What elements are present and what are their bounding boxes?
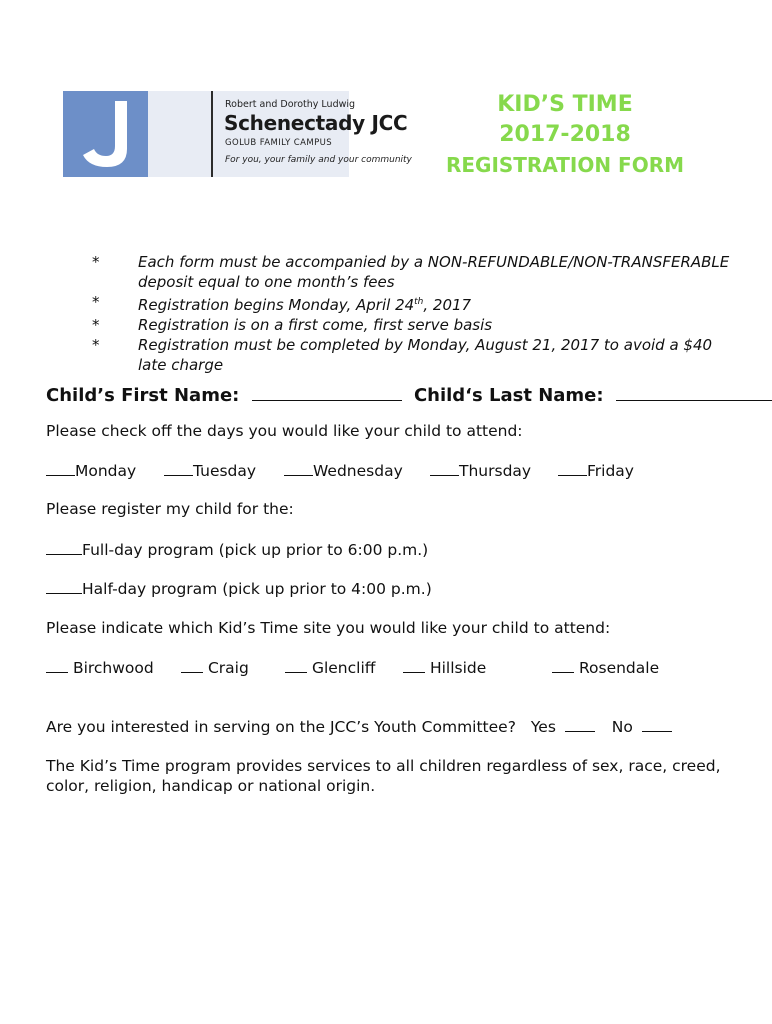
logo-line-3: GOLUB FAMILY CAMPUS (225, 138, 333, 148)
rule-text-post: , 2017 (423, 296, 472, 314)
nondiscrimination-line-1: The Kid’s Time program provides services to all children regardless of sex, race, creed, (46, 757, 721, 775)
bullet-star: * (92, 316, 100, 334)
site-checkbox[interactable] (181, 658, 203, 673)
jcc-logo (63, 91, 412, 177)
last-name-field[interactable] (616, 384, 772, 401)
day-option-wednesday[interactable] (284, 461, 403, 480)
half-day-option[interactable] (46, 579, 432, 598)
first-name-field[interactable] (252, 384, 402, 401)
form-title (430, 90, 700, 180)
day-checkbox[interactable] (430, 461, 459, 476)
days-row (46, 461, 746, 481)
day-option-thursday[interactable] (430, 461, 531, 480)
site-label: Glencliff (311, 659, 376, 677)
bullet-star: * (92, 336, 100, 354)
day-label: Thursday (459, 462, 532, 480)
j-letter-icon (63, 91, 148, 177)
half-day-label: Half-day program (pick up prior to 4:00 p.m.) (82, 580, 432, 598)
day-checkbox[interactable] (164, 461, 193, 476)
last-name-label: Child‘s Last Name: (413, 385, 604, 406)
day-label: Wednesday (313, 462, 403, 480)
day-option-monday[interactable] (46, 461, 136, 480)
sites-row (46, 658, 746, 678)
site-option-birchwood[interactable] (46, 658, 154, 677)
day-checkbox[interactable] (46, 461, 75, 476)
day-label: Monday (75, 462, 137, 480)
child-name-row (46, 384, 772, 406)
title-line-1: KID’S TIME (497, 92, 633, 117)
site-option-craig[interactable] (181, 658, 249, 677)
site-option-rosendale[interactable] (552, 658, 659, 677)
rule-item (90, 335, 730, 375)
nondiscrimination-line-2: color, religion, handicap or national origin. (46, 777, 376, 795)
rule-item (90, 292, 730, 315)
day-label: Tuesday (193, 462, 257, 480)
rule-item (90, 315, 730, 335)
site-option-glencliff[interactable] (285, 658, 375, 677)
day-option-tuesday[interactable] (164, 461, 256, 480)
day-checkbox[interactable] (284, 461, 313, 476)
days-prompt: Please check off the days you would like your child to attend: (46, 422, 523, 440)
logo-line-2: Schenectady JCC (224, 111, 408, 135)
site-checkbox[interactable] (552, 658, 574, 673)
committee-row (46, 717, 672, 736)
committee-no-field[interactable] (642, 717, 672, 732)
rule-item (90, 252, 730, 292)
rule-text-pre: Registration begins Monday, April 24 (138, 296, 415, 314)
full-day-label: Full-day program (pick up prior to 6:00 p.m.) (82, 541, 429, 559)
logo-line-1: Robert and Dorothy Ludwig (225, 99, 356, 110)
committee-yes-label: Yes (530, 718, 556, 736)
site-label: Hillside (429, 659, 487, 677)
site-checkbox[interactable] (46, 658, 68, 673)
bullet-star: * (92, 293, 100, 311)
program-prompt: Please register my child for the: (46, 500, 294, 518)
rules-list (90, 252, 730, 375)
title-line-3: REGISTRATION FORM (445, 153, 685, 177)
day-checkbox[interactable] (558, 461, 587, 476)
full-day-option[interactable] (46, 540, 428, 559)
logo-divider (211, 91, 213, 177)
day-label: Friday (587, 462, 634, 480)
sites-prompt: Please indicate which Kid’s Time site you would like your child to attend: (46, 619, 611, 637)
logo-line-4: For you, your family and your community (225, 155, 412, 165)
rule-text (138, 292, 730, 315)
site-option-hillside[interactable] (403, 658, 486, 677)
site-checkbox[interactable] (403, 658, 425, 673)
full-day-checkbox[interactable] (46, 540, 82, 555)
bullet-star: * (92, 253, 100, 271)
rule-text: Each form must be accompanied by a NON-REFUNDABLE/NON-TRANSFERABLE deposit equal to one month’s fees (138, 253, 730, 291)
first-name-label: Child’s First Name: (46, 385, 240, 406)
rule-text: Registration is on a first come, first serve basis (138, 316, 493, 334)
committee-question: Are you interested in serving on the JCC’s Youth Committee? (46, 718, 516, 736)
committee-yes-field[interactable] (565, 717, 595, 732)
day-option-friday[interactable] (558, 461, 634, 480)
half-day-checkbox[interactable] (46, 579, 82, 594)
rule-text: Registration must be completed by Monday, August 21, 2017 to avoid a $40 late charge (138, 336, 713, 374)
title-line-2: 2017-2018 (499, 122, 631, 147)
site-label: Rosendale (578, 659, 660, 677)
site-label: Craig (207, 659, 249, 677)
site-checkbox[interactable] (285, 658, 307, 673)
rule-text-sup: th (414, 297, 424, 307)
site-label: Birchwood (72, 659, 154, 677)
committee-no-label: No (611, 718, 633, 736)
